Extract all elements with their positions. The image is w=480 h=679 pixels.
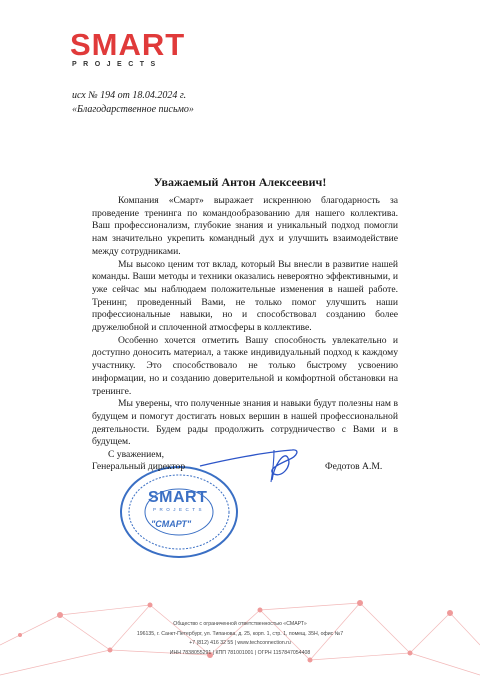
- document-type: «Благодарственное письмо»: [72, 104, 194, 115]
- greeting: Уважаемый Антон Алексеевич!: [153, 175, 327, 189]
- logo-subtitle: PROJECTS: [72, 61, 162, 68]
- footer-requisites: [0, 620, 480, 658]
- paragraph: Мы уверены, что полученные знания и навыки будут полезны нам в будущем и помогут достигать новых вершин в нашей профессиональной деятельности. Будем рады продолжить сотрудничество с Вами и в будущем.: [92, 398, 398, 448]
- stamp-subtitle: PROJECTS: [153, 507, 206, 512]
- letter-body: [92, 195, 398, 449]
- signature-name: Федотов А.М.: [325, 461, 383, 472]
- logo-wordmark: SMART: [70, 27, 186, 62]
- signature-image: [170, 440, 320, 485]
- reference-block: [72, 89, 194, 117]
- stamp-company-name: "СМАРТ": [151, 519, 192, 529]
- signature-regards: С уважением,: [108, 449, 165, 460]
- signature-position: Генеральный директор: [92, 461, 186, 472]
- paragraph: Мы высоко ценим тот вклад, который Вы внесли в развитие нашей команды. Ваши методы и техники оказались невероятно эффективными, и уже сейчас мы наблюдаем положительные изменения в нашей работе. Тренинг, проведенный Вами, не только помог улучшить наши профессиональные навыки, но и способствовал созданию более дружелюбной и сплоченной атмосферы в коллективе.: [92, 258, 398, 334]
- paragraph: Особенно хочется отметить Вашу способность увлекательно и доступно доносить материал, а также индивидуальный подход к каждому участнику. Это способствовало не только быстрому усвоению информации, но и созданию доверительной и комфортной обстановки на тренинге.: [92, 334, 398, 397]
- company-logo: [70, 27, 210, 72]
- footer-contacts: +7 (812) 416 32 55 | www.techconnection.ru: [189, 640, 291, 646]
- footer-company: Общество с ограниченной ответственностью «СМАРТ»: [173, 621, 307, 627]
- footer-address: 196135, г. Санкт-Петербург, ул. Типанова, д. 25, корп. 1, стр. 1, помещ. 35Н, офис №7: [136, 630, 344, 637]
- stamp-logo: SMART: [148, 489, 208, 506]
- paragraph: Компания «Смарт» выражает искреннюю благодарность за проведение тренинга по командообразованию для нашего коллектива. Ваш профессионализм, глубокие знания и уникальный подход помогли нам значительно укрепить командный дух и улучшить взаимодействие между сотрудниками.: [92, 195, 398, 257]
- reference-number: исх № 194 от 18.04.2024 г.: [72, 90, 187, 101]
- footer-registration: ИНН 7838055291 | КПП 781001001 | ОГРН 1157847054408: [169, 649, 311, 656]
